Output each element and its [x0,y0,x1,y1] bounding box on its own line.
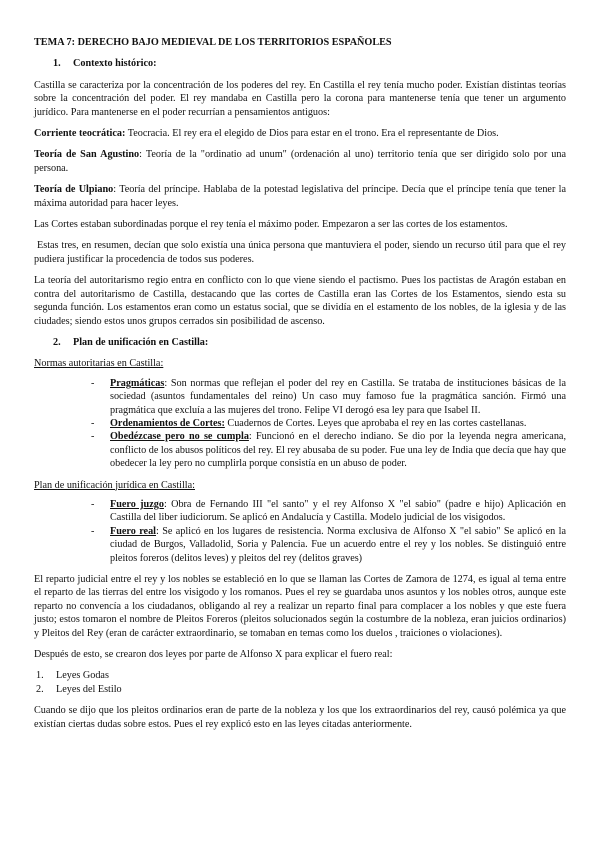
term-ordenamientos: Ordenamientos de Cortes: [110,417,225,429]
list-number: 1. [36,670,44,682]
list-item [34,377,566,417]
paragraph-teocratica [34,127,566,140]
list-item [34,683,566,696]
item-text: : Funcionó en el derecho indiano. Se dio por la leyenda negra americana, conflicto de los abusos políticos del rey. El rey abusaba de su poder. Fue una ley de India que decía que hay que obedecer la ley pero no cumplirla porque consistía en un abuso de poder. [110,431,566,470]
normas-list [34,377,566,471]
list-dash: - [91,417,95,429]
plan-list [34,498,566,565]
section-title: Plan de unificación en Castilla: [73,336,209,348]
document-title: TEMA 7: DERECHO BAJO MEDIEVAL DE LOS TERRITORIOS ESPAÑOLES [34,37,392,48]
list-number: 2. [36,683,44,695]
list-dash: - [91,498,95,510]
term-obedezcase: Obedézcase pero no se cumpla [110,431,249,443]
text-ulpiano: : Teoría del príncipe. Hablaba de la potestad legislativa del príncipe. Decía que el príncipe tenía que tener la máxima autoridad para hacer leyes. [34,184,566,209]
paragraph-castilla: Castilla se caracteriza por la concentración de los poderes del rey. En Castilla el rey tenía mucho poder. Existían distintas teorías sobre la concentración del poder. El rey mandaba en Castilla pero la corona para mantenerse tenía que tener un argumento jurídico. Para mantenerse en el poder recurrían a pensamientos antiguos: [34,79,566,118]
term-teocratica: Corriente teocrática: [34,128,126,140]
paragraph-resumen: Estas tres, en resumen, decían que solo existía una única persona que mantuviera el poder, siendo un recurso útil para que el rey pudiera justificar la procedencia de todos sus poderes. [34,240,566,265]
paragraph-autoritarismo: La teoría del autoritarismo regio entra en conflicto con lo que viene siendo el pactismo. Pues los pactistas de Aragón estaban en contra del autoritarismo de Castilla, destacando que las cortes de Castilla eran las Cortes de los Estamentos, siendo esta su segunda función. Los estamentos eran como un estatus social, que se dividía en el estamento de los nobles, de la iglesia y de las ciudades; siendo estos unos grupos cerrados sin posibilidad de ascenso. [34,275,566,327]
section-number: 2. [53,336,61,348]
subheading-plan-juridica: Plan de unificación jurídica en Castilla: [34,479,195,491]
list-dash: - [91,377,95,389]
section-heading-context [53,57,566,70]
section-heading-plan [53,336,566,349]
item-text: Leyes del Estilo [56,683,122,695]
paragraph-despues: Después de esto, se crearon dos leyes por parte de Alfonso X para explicar el fuero real: [34,649,393,661]
item-text: : Son normas que reflejan el poder del rey en Castilla. Se trataba de instituciones básicas de la sociedad (asuntos fundamentales del reino) Un caso muy famoso fue la pragmática sanción. Firmó una pragmática que excluía a las mujeres del trono. Felipe VI derogó esa ley para que Isabel II. [110,377,566,416]
term-san-agustino: Teoría de San Agustino [34,149,140,161]
list-dash: - [91,431,95,443]
item-text: : Obra de Fernando III "el santo" y el rey Alfonso X "el sabio" (padre e hijo) Aplicación en Castilla del liber iudiciorum. Se aplicó en Andalucía y Castilla. Modelo judicial de los visigodos. [110,498,567,524]
item-text: Leyes Godas [56,670,109,682]
text-teocratica: Teocracia. El rey era el elegido de Dios para estar en el trono. Era el representante de Dios. [125,128,499,140]
item-text: : Se aplicó en los lugares de resistencia. Norma exclusiva de Alfonso X "el sabio" Se aplicó en la ciudad de Burgos, Valladolid, Soria y Palencia. Fue un acuerdo entre el rey y los nobles. Se distinguió entre pleitos foreros (delitos leves) y pleitos del rey (delitos graves) [110,525,566,564]
list-item [34,669,566,682]
paragraph-ulpiano [34,183,566,210]
paragraph-san-agustino [34,148,566,175]
section-title: Contexto histórico: [73,58,157,70]
paragraph-cortes: Las Cortes estaban subordinadas porque el rey tenía el máximo poder. Empezaron a ser las cortes de los estamentos. [34,219,508,231]
list-item [34,430,566,470]
document-page [34,36,566,739]
term-ulpiano: Teoría de Ulpiano [34,184,114,196]
list-item [34,498,566,525]
paragraph-polemica: Cuando se dijo que los pleitos ordinarios eran de parte de la nobleza y los que los extraordinarios del rey, causó polémica ya que existían ciertas dudas sobre estos. Pues el rey explicó esto en las leyes citadas anteriormente. [34,705,566,730]
paragraph-reparto: El reparto judicial entre el rey y los nobles se estableció en lo que se llaman las Cortes de Zamora de 1274, es igual al tema entre el reparto de las tierras del entre los visigodo y los romanos. Pues el rey se guardaba unos asuntos y los nobles otros, aunque este reparto no convencía a los ciudadanos, obligando al rey a realizar un reparto final para complacer a los nobles y que este fuera justo; estos tomaron el nombre de Pleitos Foreros (pleitos solucionados según la costumbre de la nobleza, eran juicios ordinarios) y Pleitos del Rey (eran de carácter extraordinario, se tomaban en temas como los duelos , traiciones o violaciones). [34,574,566,639]
list-item [34,525,566,565]
list-dash: - [91,525,95,537]
leyes-list [34,669,566,696]
item-text: Cuadernos de Cortes. Leyes que aprobaba el rey en las cortes castellanas. [224,417,527,429]
term-pragmaticas: Pragmáticas [110,377,165,389]
section-number: 1. [53,58,61,70]
text-san-agustino: : Teoría de la "ordinatio ad unum" (ordenación al uno) territorio tenía que ser dirigido solo por una persona. [34,149,566,174]
term-fuero-real: Fuero real [110,525,157,537]
list-item [34,417,566,430]
term-fuero-juzgo: Fuero juzgo [110,498,164,510]
subheading-normas: Normas autoritarias en Castilla: [34,358,164,370]
